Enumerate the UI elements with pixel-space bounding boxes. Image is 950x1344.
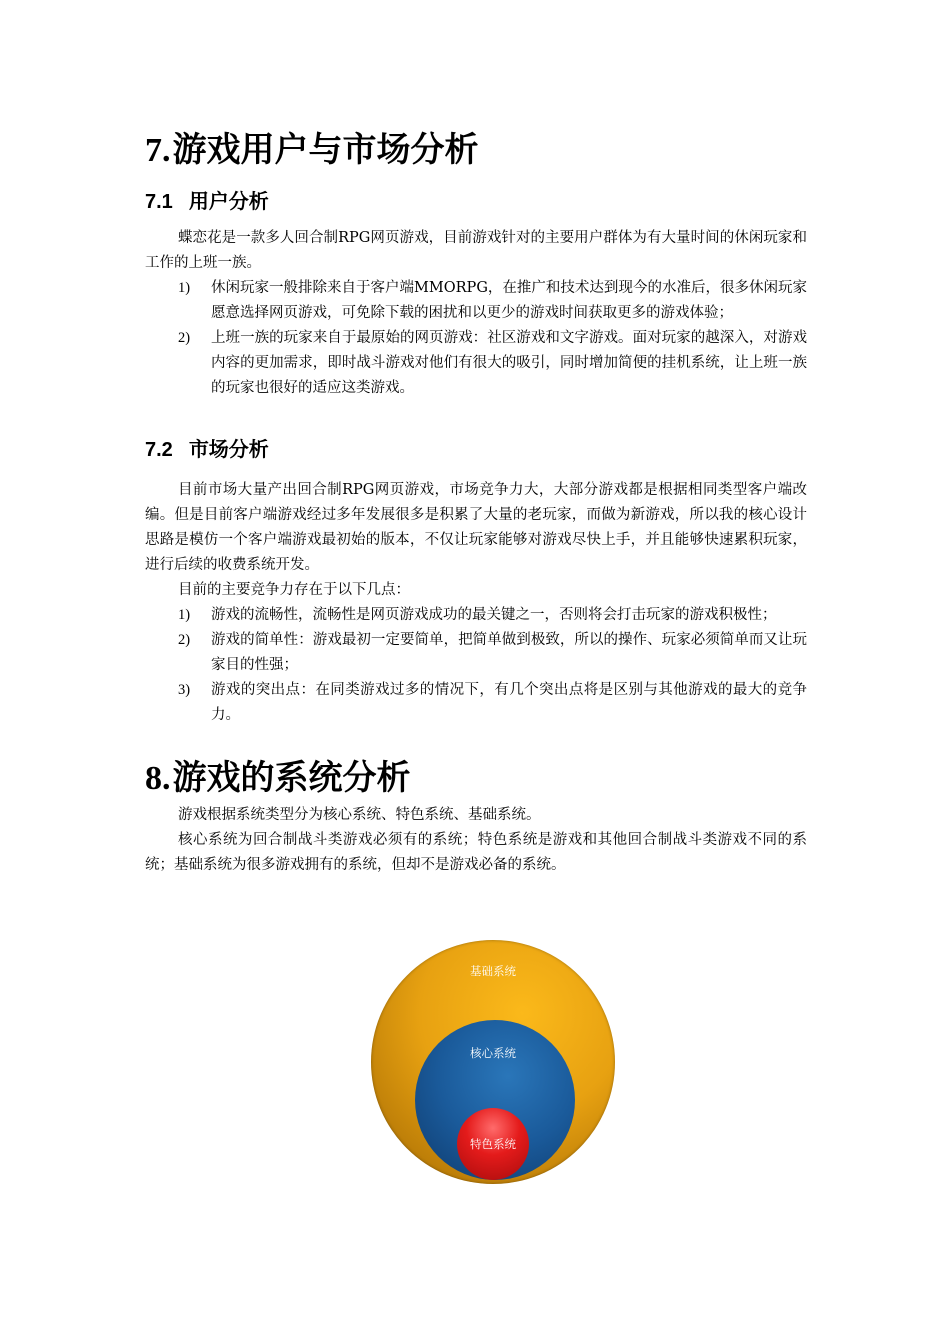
page-body	[145, 128, 807, 878]
section-7-1-title: 用户分析	[188, 189, 269, 213]
list-marker: 2)	[178, 632, 191, 648]
section-7-2-number: 7.2	[145, 439, 173, 461]
list-item	[145, 678, 807, 728]
list-item-text: 上班一族的玩家来自于最原始的网页游戏：社区游戏和文字游戏。面对玩家的越深入，对游戏内容的更加需求，即时战斗游戏对他们有很大的吸引，同时增加简便的挂机系统，让上班一族的玩家也很好的适应这类游戏。	[211, 330, 807, 396]
section-7-heading	[145, 128, 807, 173]
market-analysis-paragraph: 目前市场大量产出回合制RPG网页游戏，市场竞争力大，大部分游戏都是根据相同类型客户端改编。但是目前客户端游戏经过多年发展很多是积累了大量的老玩家，而做为新游戏，所以我的核心设计思路是模仿一个客户端游戏最初始的版本，不仅让玩家能够对游戏尽快上手，并且能够快速累积玩家，进行后续的收费系统开发。	[145, 482, 807, 573]
section-7-2-heading	[145, 435, 807, 464]
section-7-title: 游戏用户与市场分析	[172, 130, 479, 170]
competitiveness-intro: 目前的主要竞争力存在于以下几点：	[178, 582, 410, 598]
feature-system-label: 特色系统	[470, 1137, 516, 1151]
list-item	[145, 326, 807, 401]
list-item	[145, 603, 807, 628]
list-marker: 2)	[178, 330, 191, 346]
list-item-text: 游戏的简单性：游戏最初一定要简单，把简单做到极致，所以的操作、玩家必须简单而又让玩家目的性强；	[211, 632, 807, 673]
section-8-heading	[145, 756, 807, 801]
list-marker: 3)	[178, 682, 191, 698]
system-nested-circles-diagram	[371, 940, 615, 1184]
section-7-1-number: 7.1	[145, 191, 173, 213]
section-7-number: 7.	[145, 132, 171, 169]
basic-system-label: 基础系统	[470, 964, 516, 978]
list-item	[145, 628, 807, 678]
section-7-2-title: 市场分析	[188, 437, 269, 461]
competitiveness-list	[145, 603, 807, 728]
core-system-label: 核心系统	[470, 1046, 516, 1060]
list-item	[145, 276, 807, 326]
list-item-text: 游戏的流畅性，流畅性是网页游戏成功的最关键之一，否则将会打击玩家的游戏积极性；	[211, 607, 777, 623]
list-marker: 1)	[178, 607, 191, 623]
section-8-number: 8.	[145, 760, 171, 797]
list-item-text: 休闲玩家一般排除来自于客户端MMORPG，在推广和技术达到现今的水准后，很多休闲玩家愿意选择网页游戏，可免除下载的困扰和以更少的游戏时间获取更多的游戏体验；	[211, 280, 807, 321]
list-item-text: 游戏的突出点：在同类游戏过多的情况下，有几个突出点将是区别与其他游戏的最大的竞争力。	[211, 682, 807, 723]
user-analysis-intro: 蝶恋花是一款多人回合制RPG网页游戏，目前游戏针对的主要用户群体为有大量时间的休闲玩家和工作的上班一族。	[145, 230, 807, 271]
section-7-1-heading	[145, 187, 807, 216]
system-definitions-paragraph: 核心系统为回合制战斗类游戏必须有的系统；特色系统是游戏和其他回合制战斗类游戏不同的系统；基础系统为很多游戏拥有的系统，但却不是游戏必备的系统。	[145, 832, 807, 873]
system-types-paragraph: 游戏根据系统类型分为核心系统、特色系统、基础系统。	[178, 807, 541, 823]
user-analysis-list	[145, 276, 807, 401]
list-marker: 1)	[178, 280, 191, 296]
section-8-title: 游戏的系统分析	[172, 758, 411, 798]
